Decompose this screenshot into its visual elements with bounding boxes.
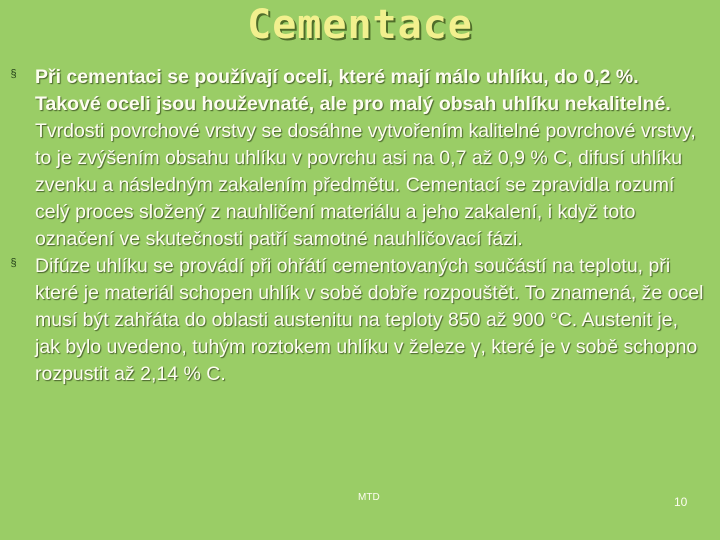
bullet-marker-icon: § xyxy=(10,68,17,80)
footer-text: MTD xyxy=(358,492,380,503)
bullet-bold-text: Při cementaci se používají oceli, které mají málo uhlíku, do 0,2 %. Takové oceli jsou houževnaté, ale pro malý obsah uhlíku nekalitelné. xyxy=(35,66,671,115)
bullet-text: Difúze uhlíku se provádí při ohřátí cementovaných součástí na teplotu, při které je materiál schopen uhlík v sobě dobře rozpouštět. To znamená, že ocel musí být zahřáta do oblasti austenitu na teploty 850 až 900 °C. Austenit je, jak bylo uvedeno, tuhým roztokem uhlíku v železe γ, které je v sobě schopno rozpustit až 2,14 % C. xyxy=(35,255,704,385)
bullet-item xyxy=(8,64,708,253)
slide-title: Cementace xyxy=(247,2,473,48)
bullet-paragraph xyxy=(35,64,708,253)
bullet-paragraph xyxy=(35,253,708,388)
slide-number: 10 xyxy=(674,495,688,509)
bullet-text: Tvrdosti povrchové vrstvy se dosáhne vytvořením kalitelné povrchové vrstvy, to je zvýšením obsahu uhlíku v povrchu asi na 0,7 až 0,9 % C, difusí uhlíku zvenku a následným zakalením předmětu. Cementací se zpravidla rozumí celý proces složený z nauhličení materiálu a jeho zakalení, i když toto označení ve skutečnosti patří samotné nauhličovací fázi. xyxy=(35,120,696,250)
bullet-marker-icon: § xyxy=(10,257,17,269)
bullet-list xyxy=(8,64,708,388)
bullet-item xyxy=(8,253,708,388)
